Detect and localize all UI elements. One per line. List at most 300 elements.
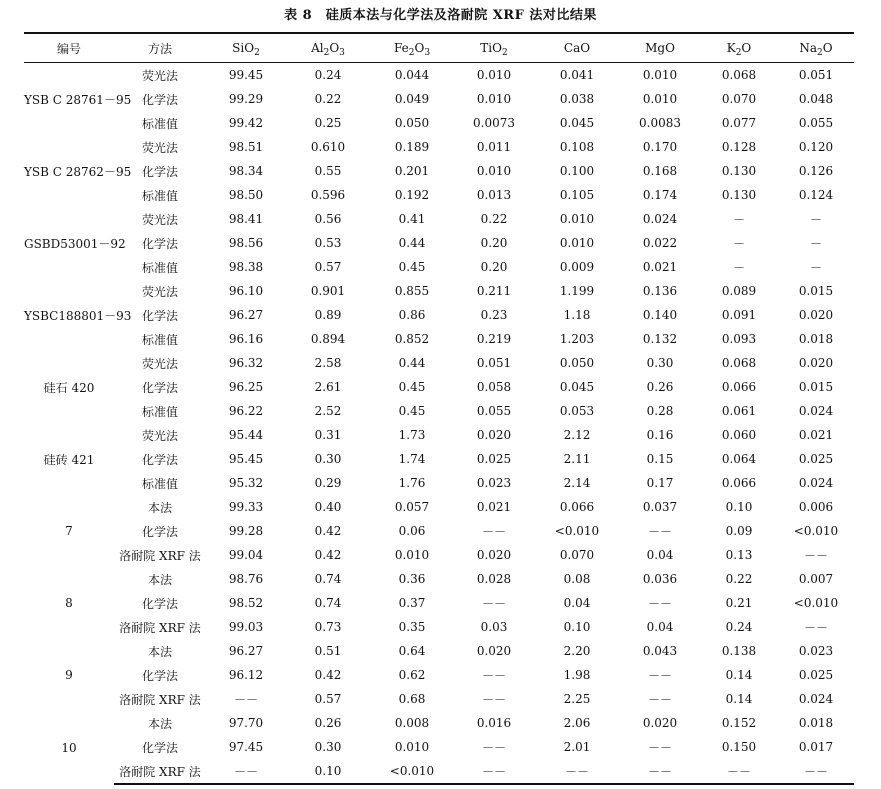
cell-k2o: 0.24: [725, 620, 753, 634]
cell-fe2o3: <0.010: [370, 759, 454, 784]
cell-cao: 2.14: [563, 476, 591, 490]
cell-k2o: 0.077: [721, 116, 757, 130]
cell-fe2o3: 0.86: [398, 308, 426, 322]
cell-tio2: －－: [481, 740, 506, 755]
cell-na2o: 0.051: [798, 68, 834, 82]
cell-k2o: 0.089: [721, 284, 757, 298]
cell-na2o: －: [809, 212, 822, 227]
cell-fe2o3: 0.057: [394, 500, 430, 514]
cell-na2o: 0.018: [798, 332, 834, 346]
header-fe2o3: [370, 33, 454, 63]
cell-al2o3: 0.42: [314, 524, 342, 538]
cell-mgo: 0.174: [642, 188, 678, 202]
cell-sio2: 99.03: [228, 620, 264, 634]
table-row: [24, 711, 854, 735]
cell-al2o3: 0.42: [314, 548, 342, 562]
cell-tio2: 0.219: [476, 332, 512, 346]
sample-id: 9: [65, 668, 73, 682]
header-formula-subscript: 2: [408, 48, 415, 58]
cell-k2o: 0.091: [721, 308, 757, 322]
cell-al2o3: 0.30: [314, 452, 342, 466]
table-row: [24, 495, 854, 519]
cell-na2o: 0.020: [798, 308, 834, 322]
cell-method: 化学法: [141, 524, 178, 539]
cell-mgo: －－: [647, 692, 672, 707]
sample-id: 7: [65, 524, 73, 538]
cell-cao: 0.066: [559, 500, 595, 514]
cell-na2o: 0.007: [798, 572, 834, 586]
header-row: [24, 33, 854, 63]
cell-method: 标准值: [141, 260, 178, 275]
cell-mgo: 0.010: [642, 92, 678, 106]
cell-al2o3: 0.29: [314, 476, 342, 490]
sample-id: YSB C 28761－95: [24, 92, 132, 107]
cell-sio2: 96.27: [228, 644, 264, 658]
table-row: [24, 759, 854, 784]
header-formula-element: Al: [311, 41, 324, 55]
cell-tio2: －－: [481, 668, 506, 683]
cell-al2o3: 0.24: [314, 68, 342, 82]
cell-method: 化学法: [141, 380, 178, 395]
cell-al2o3: 2.58: [314, 356, 342, 370]
cell-al2o3: 0.56: [314, 212, 342, 226]
cell-sio2: 97.45: [228, 740, 264, 754]
cell-na2o: 0.021: [798, 428, 834, 442]
cell-k2o: 0.060: [721, 428, 757, 442]
cell-tio2: 0.023: [476, 476, 512, 490]
cell-tio2: 0.055: [476, 404, 512, 418]
table-row: [24, 567, 854, 591]
cell-tio2: 0.011: [476, 140, 512, 154]
table-row: [24, 615, 854, 639]
table-row: [24, 327, 854, 351]
cell-al2o3: 2.52: [314, 404, 342, 418]
cell-fe2o3: 0.855: [394, 284, 430, 298]
table-row: [24, 399, 854, 423]
cell-mgo: 0.170: [642, 140, 678, 154]
cell-method: 荧光法: [141, 140, 178, 155]
cell-fe2o3: 0.010: [394, 548, 430, 562]
cell-al2o3: 0.610: [310, 140, 346, 154]
cell-tio2: 0.020: [476, 548, 512, 562]
cell-cao: 0.053: [559, 404, 595, 418]
table-row: [24, 663, 854, 687]
cell-k2o: 0.10: [725, 500, 753, 514]
cell-na2o: 0.015: [798, 380, 834, 394]
cell-fe2o3: 0.049: [394, 92, 430, 106]
cell-tio2: 0.020: [476, 428, 512, 442]
cell-fe2o3: 0.010: [394, 740, 430, 754]
cell-mgo: 0.037: [642, 500, 678, 514]
cell-cao: 0.070: [559, 548, 595, 562]
cell-fe2o3: 0.68: [398, 692, 426, 706]
cell-k2o: 0.070: [721, 92, 757, 106]
cell-k2o: 0.130: [721, 164, 757, 178]
cell-k2o: 0.093: [721, 332, 757, 346]
cell-mgo: 0.16: [646, 428, 674, 442]
cell-cao: 1.98: [563, 668, 591, 682]
cell-k2o: －－: [700, 759, 778, 784]
cell-cao: 2.25: [563, 692, 591, 706]
cell-al2o3: 0.57: [314, 260, 342, 274]
cell-sio2: 98.56: [228, 236, 264, 250]
cell-al2o3: 0.30: [314, 740, 342, 754]
cell-method: 荧光法: [141, 212, 178, 227]
cell-cao: 0.050: [559, 356, 595, 370]
cell-mgo: 0.022: [642, 236, 678, 250]
header-formula-element: Na: [799, 41, 818, 55]
cell-al2o3: 0.25: [314, 116, 342, 130]
header-tio2: [454, 33, 534, 63]
cell-mgo: 0.04: [646, 548, 674, 562]
cell-fe2o3: 0.41: [398, 212, 426, 226]
sample-id: GSBD53001－92: [24, 236, 126, 251]
cell-method: 化学法: [141, 308, 178, 323]
cell-tio2: 0.010: [476, 92, 512, 106]
cell-k2o: 0.138: [721, 644, 757, 658]
header-formula-element: Fe: [393, 41, 409, 55]
cell-mgo: 0.28: [646, 404, 674, 418]
cell-na2o: 0.020: [798, 356, 834, 370]
table-row: [24, 423, 854, 447]
header-formula-subscript: 2: [323, 48, 330, 58]
table-row: [24, 375, 854, 399]
cell-tio2: 0.058: [476, 380, 512, 394]
table-row: [24, 519, 854, 543]
cell-tio2: 0.025: [476, 452, 512, 466]
cell-fe2o3: 1.73: [398, 428, 426, 442]
cell-mgo: －－: [647, 740, 672, 755]
header-formula-subscript: 3: [424, 48, 431, 58]
cell-cao: 1.203: [559, 332, 595, 346]
cell-cao: 2.20: [563, 644, 591, 658]
cell-method: 化学法: [141, 452, 178, 467]
cell-tio2: 0.22: [480, 212, 508, 226]
cell-sio2: 99.33: [228, 500, 264, 514]
cell-sio2: 97.70: [228, 716, 264, 730]
cell-method: 洛耐院 XRF 法: [119, 620, 201, 635]
cell-mgo: －－: [647, 668, 672, 683]
cell-mgo: 0.024: [642, 212, 678, 226]
cell-cao: <0.010: [554, 524, 600, 538]
cell-al2o3: 0.40: [314, 500, 342, 514]
cell-na2o: －: [809, 236, 822, 251]
cell-k2o: －: [732, 260, 745, 275]
cell-mgo: 0.15: [646, 452, 674, 466]
header-formula-subscript: 2: [817, 48, 823, 58]
cell-fe2o3: 0.44: [398, 356, 426, 370]
table-row: [24, 255, 854, 279]
cell-sio2: 96.10: [228, 284, 264, 298]
cell-sio2: 98.76: [228, 572, 264, 586]
header-id: 编号: [24, 33, 114, 63]
cell-na2o: －: [809, 260, 822, 275]
cell-fe2o3: 0.45: [398, 404, 426, 418]
cell-method: 洛耐院 XRF 法: [114, 759, 206, 784]
cell-cao: 0.009: [559, 260, 595, 274]
header-cao: CaO: [534, 33, 620, 63]
cell-cao: 2.12: [563, 428, 591, 442]
cell-cao: 0.010: [559, 236, 595, 250]
cell-mgo: 0.04: [646, 620, 674, 634]
cell-method: 本法: [147, 500, 172, 515]
header-formula-base: SiO: [232, 41, 255, 55]
cell-cao: 2.11: [563, 452, 591, 466]
cell-tio2: 0.021: [476, 500, 512, 514]
cell-al2o3: 0.74: [314, 596, 342, 610]
sample-id: 8: [65, 596, 73, 610]
cell-cao: 0.04: [563, 596, 591, 610]
table-row: [24, 687, 854, 711]
cell-k2o: 0.066: [721, 380, 757, 394]
cell-tio2: 0.020: [476, 644, 512, 658]
cell-method: 标准值: [141, 404, 178, 419]
cell-fe2o3: 0.36: [398, 572, 426, 586]
cell-k2o: 0.14: [725, 692, 753, 706]
cell-sio2: 99.28: [228, 524, 264, 538]
cell-sio2: 98.34: [228, 164, 264, 178]
cell-cao: 1.18: [563, 308, 591, 322]
cell-method: 标准值: [141, 332, 178, 347]
cell-method: 标准值: [141, 476, 178, 491]
cell-mgo: －－: [647, 596, 672, 611]
cell-al2o3: 0.55: [314, 164, 342, 178]
cell-tio2: 0.0073: [473, 116, 515, 130]
cell-fe2o3: 1.74: [398, 452, 426, 466]
cell-na2o: 0.025: [798, 668, 834, 682]
cell-fe2o3: 0.189: [394, 140, 430, 154]
cell-cao: 1.199: [559, 284, 595, 298]
header-formula-base: TiO: [480, 41, 502, 55]
cell-mgo: 0.26: [646, 380, 674, 394]
cell-cao: 0.045: [559, 380, 595, 394]
cell-fe2o3: 0.62: [398, 668, 426, 682]
sample-id: YSB C 28762－95: [24, 164, 132, 179]
cell-method: 荧光法: [141, 284, 178, 299]
cell-k2o: 0.09: [725, 524, 753, 538]
cell-na2o: 0.048: [798, 92, 834, 106]
cell-tio2: 0.013: [476, 188, 512, 202]
table-row: [24, 279, 854, 303]
cell-tio2: －－: [481, 596, 506, 611]
cell-method: 标准值: [141, 188, 178, 203]
cell-cao: 0.108: [559, 140, 595, 154]
table-row: [24, 231, 854, 255]
cell-fe2o3: 0.44: [398, 236, 426, 250]
cell-na2o: <0.010: [793, 524, 839, 538]
header-formula-element: O: [414, 41, 425, 55]
cell-sio2: 96.22: [228, 404, 264, 418]
cell-method: 洛耐院 XRF 法: [119, 548, 201, 563]
cell-cao: 0.105: [559, 188, 595, 202]
cell-method: 化学法: [141, 596, 178, 611]
cell-al2o3: 0.53: [314, 236, 342, 250]
table-row: [24, 447, 854, 471]
cell-na2o: －－: [803, 548, 828, 563]
header-formula-subscript: 2: [254, 48, 260, 58]
table-body: [24, 63, 854, 785]
cell-sio2: 98.50: [228, 188, 264, 202]
cell-al2o3: 0.74: [314, 572, 342, 586]
cell-mgo: 0.17: [646, 476, 674, 490]
cell-tio2: 0.010: [476, 68, 512, 82]
cell-tio2: －－: [454, 759, 534, 784]
cell-sio2: 99.45: [228, 68, 264, 82]
table-row: [24, 159, 854, 183]
cell-k2o: 0.22: [725, 572, 753, 586]
cell-fe2o3: 0.45: [398, 380, 426, 394]
cell-na2o: 0.126: [798, 164, 834, 178]
table-row: [24, 543, 854, 567]
cell-cao: 2.06: [563, 716, 591, 730]
cell-mgo: 0.021: [642, 260, 678, 274]
cell-k2o: －: [732, 236, 745, 251]
header-formula-element: O: [741, 41, 752, 55]
cell-method: 本法: [147, 572, 172, 587]
cell-method: 标准值: [141, 116, 178, 131]
cell-k2o: 0.068: [721, 356, 757, 370]
cell-fe2o3: 0.852: [394, 332, 430, 346]
header-formula-subscript: 2: [735, 48, 742, 58]
cell-na2o: 0.055: [798, 116, 834, 130]
cell-mgo: 0.0083: [639, 116, 681, 130]
cell-method: 荧光法: [141, 356, 178, 371]
cell-na2o: 0.017: [798, 740, 834, 754]
cell-tio2: 0.028: [476, 572, 512, 586]
cell-k2o: 0.152: [721, 716, 757, 730]
cell-k2o: 0.150: [721, 740, 757, 754]
cell-sio2: 95.44: [228, 428, 264, 442]
cell-method: 本法: [147, 644, 172, 659]
cell-fe2o3: 0.37: [398, 596, 426, 610]
cell-sio2: －－: [233, 692, 258, 707]
cell-na2o: 0.015: [798, 284, 834, 298]
sample-id: 硅石 420: [43, 380, 95, 395]
table-row: [24, 87, 854, 111]
cell-sio2: 99.42: [228, 116, 264, 130]
sample-id: 硅砖 421: [43, 452, 95, 467]
header-formula-element: O: [822, 41, 833, 55]
cell-na2o: 0.025: [798, 452, 834, 466]
table-row: [24, 735, 854, 759]
cell-al2o3: 0.73: [314, 620, 342, 634]
cell-sio2: 98.41: [228, 212, 264, 226]
cell-fe2o3: 0.45: [398, 260, 426, 274]
cell-tio2: －－: [481, 692, 506, 707]
cell-sio2: 98.38: [228, 260, 264, 274]
cell-cao: 0.041: [559, 68, 595, 82]
cell-method: 荧光法: [141, 68, 178, 83]
cell-al2o3: 0.51: [314, 644, 342, 658]
cell-fe2o3: 0.35: [398, 620, 426, 634]
cell-al2o3: 0.26: [314, 716, 342, 730]
header-mgo: MgO: [620, 33, 700, 63]
cell-sio2: 96.27: [228, 308, 264, 322]
cell-fe2o3: 0.008: [394, 716, 430, 730]
cell-method: 化学法: [141, 236, 178, 251]
cell-method: 洛耐院 XRF 法: [119, 692, 201, 707]
cell-sio2: 99.29: [228, 92, 264, 106]
cell-method: 本法: [147, 716, 172, 731]
cell-mgo: 0.036: [642, 572, 678, 586]
table-row: [24, 111, 854, 135]
cell-mgo: 0.136: [642, 284, 678, 298]
cell-al2o3: 0.31: [314, 428, 342, 442]
cell-na2o: 0.006: [798, 500, 834, 514]
table-row: [24, 63, 854, 88]
cell-tio2: 0.03: [480, 620, 508, 634]
table-row: [24, 351, 854, 375]
table-row: [24, 471, 854, 495]
cell-fe2o3: 0.050: [394, 116, 430, 130]
table-row: [24, 135, 854, 159]
cell-k2o: 0.128: [721, 140, 757, 154]
cell-k2o: 0.14: [725, 668, 753, 682]
table-header: [24, 33, 854, 63]
cell-mgo: 0.010: [642, 68, 678, 82]
cell-sio2: 96.12: [228, 668, 264, 682]
cell-sio2: 99.04: [228, 548, 264, 562]
cell-al2o3: 0.10: [286, 759, 370, 784]
cell-cao: 0.038: [559, 92, 595, 106]
cell-na2o: <0.010: [793, 596, 839, 610]
cell-al2o3: 0.901: [310, 284, 346, 298]
comparison-table: [24, 32, 854, 785]
cell-al2o3: 0.42: [314, 668, 342, 682]
cell-k2o: 0.21: [725, 596, 753, 610]
table-row: [24, 639, 854, 663]
cell-al2o3: 0.57: [314, 692, 342, 706]
cell-fe2o3: 0.64: [398, 644, 426, 658]
cell-na2o: 0.024: [798, 404, 834, 418]
cell-k2o: 0.064: [721, 452, 757, 466]
cell-cao: －－: [534, 759, 620, 784]
cell-sio2: 96.32: [228, 356, 264, 370]
cell-na2o: 0.024: [798, 692, 834, 706]
sample-id: YSBC188801－93: [24, 308, 132, 323]
cell-sio2: 98.51: [228, 140, 264, 154]
cell-sio2: 95.45: [228, 452, 264, 466]
cell-tio2: 0.016: [476, 716, 512, 730]
cell-k2o: 0.068: [721, 68, 757, 82]
cell-mgo: 0.30: [646, 356, 674, 370]
cell-mgo: 0.020: [642, 716, 678, 730]
cell-method: 化学法: [141, 668, 178, 683]
cell-tio2: －－: [481, 524, 506, 539]
cell-tio2: 0.051: [476, 356, 512, 370]
header-formula-element: K: [726, 41, 736, 55]
cell-sio2: 96.25: [228, 380, 264, 394]
cell-sio2: －－: [206, 759, 286, 784]
cell-sio2: 98.52: [228, 596, 264, 610]
cell-method: 化学法: [141, 92, 178, 107]
header-formula-subscript: 2: [501, 48, 508, 58]
header-formula-subscript: 3: [339, 48, 345, 58]
cell-na2o: 0.024: [798, 476, 834, 490]
cell-sio2: 95.32: [228, 476, 264, 490]
cell-tio2: 0.20: [480, 260, 508, 274]
cell-mgo: －－: [647, 524, 672, 539]
cell-tio2: 0.010: [476, 164, 512, 178]
cell-method: 化学法: [141, 164, 178, 179]
cell-fe2o3: 1.76: [398, 476, 426, 490]
cell-na2o: 0.023: [798, 644, 834, 658]
cell-al2o3: 0.22: [314, 92, 342, 106]
table-row: [24, 591, 854, 615]
cell-k2o: 0.13: [725, 548, 753, 562]
cell-k2o: 0.130: [721, 188, 757, 202]
header-formula-element: O: [329, 41, 340, 55]
